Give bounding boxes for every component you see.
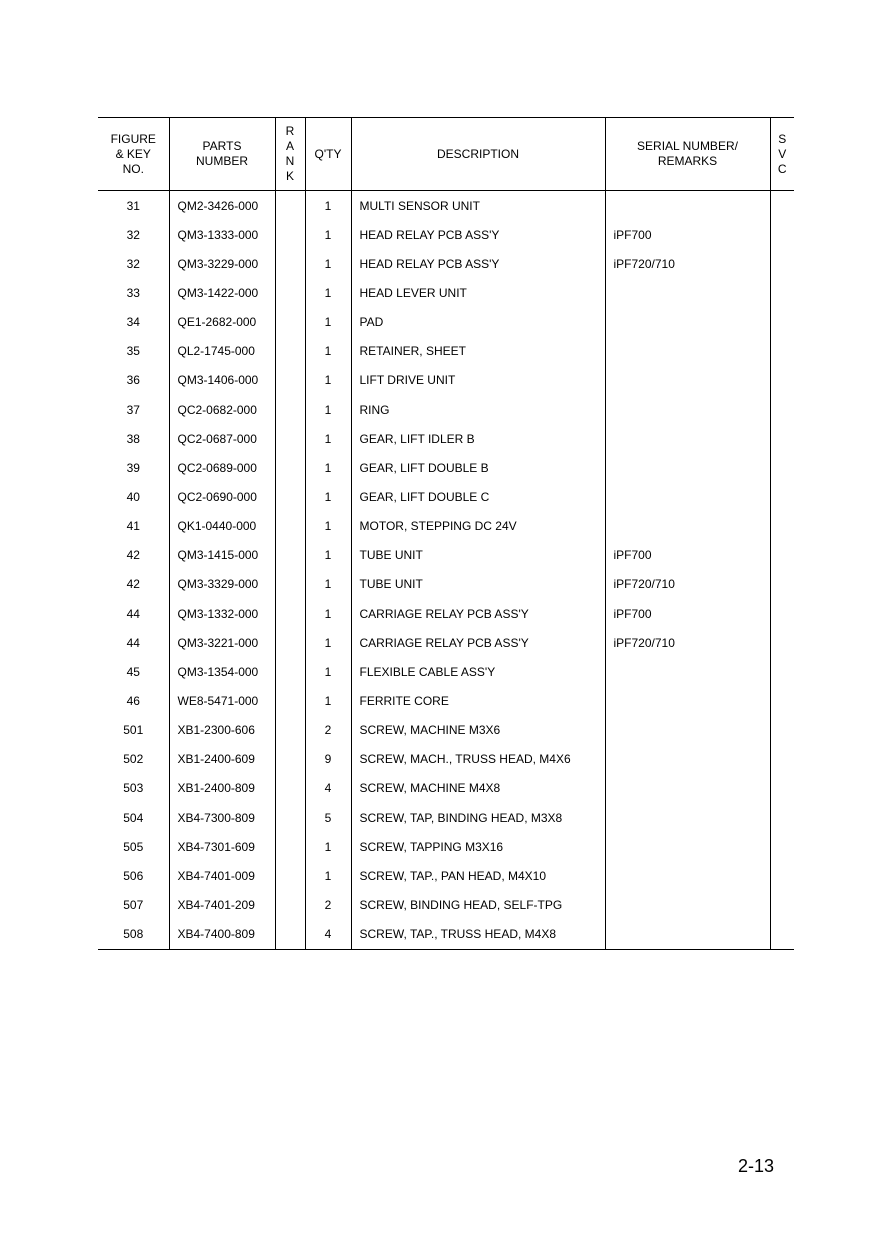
quantity-cell: 1 xyxy=(305,832,351,861)
serial-remarks-cell xyxy=(605,832,770,861)
description-cell: LIFT DRIVE UNIT xyxy=(351,366,605,395)
part-number-cell: QC2-0687-000 xyxy=(169,424,275,453)
serial-remarks-cell xyxy=(605,512,770,541)
figure-key-no-cell: 31 xyxy=(126,198,140,213)
svc-cell xyxy=(770,453,794,482)
quantity-cell: 2 xyxy=(305,890,351,919)
description-cell: RING xyxy=(351,395,605,424)
table-row xyxy=(98,395,794,424)
svc-cell xyxy=(770,774,794,803)
parts-table xyxy=(98,117,794,950)
description-cell: FLEXIBLE CABLE ASS'Y xyxy=(351,657,605,686)
figure-key-no-cell: 45 xyxy=(126,664,140,679)
header-rank-letter: K xyxy=(285,169,294,183)
quantity-cell: 5 xyxy=(305,803,351,832)
figure-key-no-cell: 34 xyxy=(126,315,140,330)
header-svc-letter: S xyxy=(778,131,787,146)
figure-key-no-cell: 504 xyxy=(123,810,144,825)
description-cell: GEAR, LIFT IDLER B xyxy=(351,424,605,453)
table-row xyxy=(98,599,794,628)
serial-remarks-cell: iPF720/710 xyxy=(605,570,770,599)
rank-cell xyxy=(275,249,305,278)
description-cell: HEAD LEVER UNIT xyxy=(351,278,605,307)
figure-key-no-cell: 508 xyxy=(98,920,169,950)
quantity-cell: 1 xyxy=(305,482,351,511)
quantity-cell: 1 xyxy=(305,395,351,424)
quantity-cell: 1 xyxy=(305,249,351,278)
serial-remarks-cell xyxy=(605,366,770,395)
serial-remarks-cell xyxy=(605,191,770,221)
serial-remarks-cell xyxy=(605,308,770,337)
quantity-cell: 1 xyxy=(305,337,351,366)
svc-cell xyxy=(770,424,794,453)
part-number-cell: QM3-1332-000 xyxy=(169,599,275,628)
figure-key-no-cell: 41 xyxy=(126,519,140,534)
rank-cell xyxy=(275,657,305,686)
svc-cell xyxy=(770,278,794,307)
part-number-cell: XB4-7401-209 xyxy=(169,890,275,919)
quantity-cell: 1 xyxy=(305,220,351,249)
table-row xyxy=(98,541,794,570)
rank-cell xyxy=(275,599,305,628)
part-number-cell: XB4-7301-609 xyxy=(169,832,275,861)
description-cell: MULTI SENSOR UNIT xyxy=(351,191,605,221)
rank-cell xyxy=(275,920,305,950)
table-row xyxy=(98,745,794,774)
figure-key-no-cell: 506 xyxy=(123,868,144,883)
rank-cell xyxy=(275,337,305,366)
quantity-cell: 1 xyxy=(305,686,351,715)
quantity-cell: 1 xyxy=(305,599,351,628)
quantity-cell: 1 xyxy=(305,453,351,482)
rank-cell xyxy=(275,278,305,307)
svc-cell xyxy=(770,890,794,919)
header-svc-letter: V xyxy=(778,146,787,161)
figure-key-no-cell: 40 xyxy=(126,489,140,504)
svc-cell xyxy=(770,570,794,599)
svc-cell xyxy=(770,366,794,395)
serial-remarks-cell xyxy=(605,337,770,366)
rank-cell xyxy=(275,686,305,715)
figure-key-no-cell: 44 xyxy=(126,606,140,621)
quantity-cell: 1 xyxy=(305,657,351,686)
header-svc xyxy=(770,118,794,191)
figure-key-no-cell: 44 xyxy=(126,635,140,650)
table-row xyxy=(98,249,794,278)
svc-cell xyxy=(770,745,794,774)
serial-remarks-cell xyxy=(605,657,770,686)
header-parts-line: PARTS xyxy=(202,139,242,153)
header-figure-key-no xyxy=(98,118,169,191)
part-number-cell: QL2-1745-000 xyxy=(169,337,275,366)
rank-cell xyxy=(275,716,305,745)
part-number-cell: QC2-0682-000 xyxy=(169,395,275,424)
part-number-cell: XB1-2300-606 xyxy=(169,716,275,745)
serial-remarks-cell: iPF720/710 xyxy=(605,628,770,657)
rank-cell xyxy=(275,191,305,221)
serial-remarks-cell xyxy=(605,482,770,511)
figure-key-no-cell: 42 xyxy=(126,548,140,563)
quantity-cell: 1 xyxy=(305,541,351,570)
description-cell: SCREW, TAP., PAN HEAD, M4X10 xyxy=(351,861,605,890)
table-row xyxy=(98,890,794,919)
serial-remarks-cell: iPF720/710 xyxy=(605,249,770,278)
figure-key-no-cell: 32 xyxy=(126,227,140,242)
serial-remarks-cell: iPF700 xyxy=(605,599,770,628)
figure-key-no-cell: 502 xyxy=(123,752,144,767)
part-number-cell: QK1-0440-000 xyxy=(169,512,275,541)
quantity-cell: 1 xyxy=(305,628,351,657)
header-qty: Q'TY xyxy=(305,118,351,191)
svc-cell xyxy=(770,716,794,745)
serial-remarks-cell xyxy=(605,278,770,307)
serial-remarks-cell xyxy=(605,716,770,745)
header-rank-letter: A xyxy=(285,139,294,153)
rank-cell xyxy=(275,308,305,337)
table-row xyxy=(98,453,794,482)
table-header-row xyxy=(98,118,794,191)
serial-remarks-cell xyxy=(605,395,770,424)
serial-remarks-cell xyxy=(605,686,770,715)
quantity-cell: 1 xyxy=(305,278,351,307)
header-serial-remarks xyxy=(605,118,770,191)
table-row xyxy=(98,628,794,657)
header-figure-line: NO. xyxy=(122,161,144,176)
table-row xyxy=(98,512,794,541)
table-row xyxy=(98,686,794,715)
rank-cell xyxy=(275,803,305,832)
table-row xyxy=(98,774,794,803)
quantity-cell: 1 xyxy=(305,861,351,890)
serial-remarks-cell xyxy=(605,453,770,482)
table-row xyxy=(98,657,794,686)
svc-cell xyxy=(770,628,794,657)
table-row xyxy=(98,424,794,453)
table-row xyxy=(98,570,794,599)
rank-cell xyxy=(275,541,305,570)
figure-key-no-cell: 42 xyxy=(126,577,140,592)
header-svc-letter: C xyxy=(777,161,787,176)
rank-cell xyxy=(275,424,305,453)
svc-cell xyxy=(770,337,794,366)
svc-cell xyxy=(770,249,794,278)
svc-cell xyxy=(770,686,794,715)
header-serial-line: SERIAL NUMBER/ xyxy=(637,139,738,153)
part-number-cell: QM3-1422-000 xyxy=(169,278,275,307)
rank-cell xyxy=(275,774,305,803)
table-row xyxy=(98,278,794,307)
description-cell: SCREW, TAP., TRUSS HEAD, M4X8 xyxy=(351,920,605,950)
figure-key-no-cell: 501 xyxy=(123,723,144,738)
header-figure-line: & KEY xyxy=(115,146,151,161)
part-number-cell: XB4-7401-009 xyxy=(169,861,275,890)
part-number-cell: QC2-0690-000 xyxy=(169,482,275,511)
table-row xyxy=(98,832,794,861)
description-cell: GEAR, LIFT DOUBLE B xyxy=(351,453,605,482)
figure-key-no-cell: 33 xyxy=(126,285,140,300)
part-number-cell: QM3-3221-000 xyxy=(169,628,275,657)
part-number-cell: XB1-2400-609 xyxy=(169,745,275,774)
figure-key-no-cell: 46 xyxy=(126,693,140,708)
header-description: DESCRIPTION xyxy=(351,118,605,191)
table-row xyxy=(98,366,794,395)
rank-cell xyxy=(275,745,305,774)
figure-key-no-cell: 37 xyxy=(126,402,140,417)
figure-key-no-cell: 503 xyxy=(123,781,144,796)
description-cell: SCREW, MACH., TRUSS HEAD, M4X6 xyxy=(351,745,605,774)
figure-key-no-cell: 507 xyxy=(123,897,144,912)
figure-key-no-cell: 505 xyxy=(123,839,144,854)
table-row xyxy=(98,803,794,832)
figure-key-no-cell: 38 xyxy=(126,431,140,446)
quantity-cell: 1 xyxy=(305,308,351,337)
serial-remarks-cell: iPF700 xyxy=(605,541,770,570)
description-cell: RETAINER, SHEET xyxy=(351,337,605,366)
description-cell: SCREW, TAP, BINDING HEAD, M3X8 xyxy=(351,803,605,832)
description-cell: CARRIAGE RELAY PCB ASS'Y xyxy=(351,599,605,628)
svc-cell xyxy=(770,395,794,424)
quantity-cell: 9 xyxy=(305,745,351,774)
table-row xyxy=(98,337,794,366)
description-cell: SCREW, TAPPING M3X16 xyxy=(351,832,605,861)
table-row xyxy=(98,220,794,249)
serial-remarks-cell: iPF700 xyxy=(605,220,770,249)
part-number-cell: QE1-2682-000 xyxy=(169,308,275,337)
quantity-cell: 4 xyxy=(305,920,351,950)
serial-remarks-cell xyxy=(605,803,770,832)
quantity-cell: 1 xyxy=(305,191,351,221)
description-cell: TUBE UNIT xyxy=(351,570,605,599)
serial-remarks-cell xyxy=(605,920,770,950)
figure-key-no-cell: 35 xyxy=(126,344,140,359)
table-row xyxy=(98,191,794,221)
rank-cell xyxy=(275,890,305,919)
quantity-cell: 1 xyxy=(305,424,351,453)
description-cell: HEAD RELAY PCB ASS'Y xyxy=(351,220,605,249)
description-cell: TUBE UNIT xyxy=(351,541,605,570)
figure-key-no-cell: 32 xyxy=(126,256,140,271)
rank-cell xyxy=(275,366,305,395)
header-rank-letter: N xyxy=(285,154,295,168)
table-row xyxy=(98,861,794,890)
svc-cell xyxy=(770,803,794,832)
description-cell: HEAD RELAY PCB ASS'Y xyxy=(351,249,605,278)
part-number-cell: QM3-1333-000 xyxy=(169,220,275,249)
header-parts-number xyxy=(169,118,275,191)
table-row xyxy=(98,716,794,745)
quantity-cell: 1 xyxy=(305,512,351,541)
part-number-cell: XB1-2400-809 xyxy=(169,774,275,803)
part-number-cell: QM3-3229-000 xyxy=(169,249,275,278)
figure-key-no-cell: 39 xyxy=(126,460,140,475)
description-cell: MOTOR, STEPPING DC 24V xyxy=(351,512,605,541)
figure-key-no-cell: 36 xyxy=(126,373,140,388)
part-number-cell: QM2-3426-000 xyxy=(169,191,275,221)
rank-cell xyxy=(275,628,305,657)
svc-cell xyxy=(770,191,794,221)
part-number-cell: WE8-5471-000 xyxy=(169,686,275,715)
serial-remarks-cell xyxy=(605,745,770,774)
rank-cell xyxy=(275,512,305,541)
rank-cell xyxy=(275,220,305,249)
rank-cell xyxy=(275,832,305,861)
description-cell: SCREW, MACHINE M4X8 xyxy=(351,774,605,803)
rank-cell xyxy=(275,395,305,424)
part-number-cell: XB4-7300-809 xyxy=(169,803,275,832)
svc-cell xyxy=(770,832,794,861)
svc-cell xyxy=(770,220,794,249)
header-serial-line: REMARKS xyxy=(657,154,718,168)
page-number: 2-13 xyxy=(738,1156,775,1176)
rank-cell xyxy=(275,570,305,599)
part-number-cell: QC2-0689-000 xyxy=(169,453,275,482)
header-parts-line: NUMBER xyxy=(195,154,248,168)
serial-remarks-cell xyxy=(605,890,770,919)
description-cell: SCREW, BINDING HEAD, SELF-TPG xyxy=(351,890,605,919)
part-number-cell: QM3-3329-000 xyxy=(169,570,275,599)
description-cell: PAD xyxy=(351,308,605,337)
header-figure-line: FIGURE xyxy=(110,131,156,146)
svc-cell xyxy=(770,541,794,570)
svc-cell xyxy=(770,861,794,890)
part-number-cell: QM3-1354-000 xyxy=(169,657,275,686)
description-cell: CARRIAGE RELAY PCB ASS'Y xyxy=(351,628,605,657)
svc-cell xyxy=(770,599,794,628)
serial-remarks-cell xyxy=(605,861,770,890)
header-rank xyxy=(275,118,305,191)
svc-cell xyxy=(770,512,794,541)
quantity-cell: 1 xyxy=(305,366,351,395)
description-cell: SCREW, MACHINE M3X6 xyxy=(351,716,605,745)
table-row xyxy=(98,920,794,950)
rank-cell xyxy=(275,453,305,482)
svc-cell xyxy=(770,482,794,511)
description-cell: GEAR, LIFT DOUBLE C xyxy=(351,482,605,511)
svc-cell xyxy=(770,657,794,686)
svc-cell xyxy=(770,308,794,337)
description-cell: FERRITE CORE xyxy=(351,686,605,715)
header-rank-letter: R xyxy=(285,124,295,138)
rank-cell xyxy=(275,482,305,511)
quantity-cell: 2 xyxy=(305,716,351,745)
quantity-cell: 4 xyxy=(305,774,351,803)
part-number-cell: QM3-1406-000 xyxy=(169,366,275,395)
table-row xyxy=(98,482,794,511)
rank-cell xyxy=(275,861,305,890)
part-number-cell: XB4-7400-809 xyxy=(169,920,275,950)
table-row xyxy=(98,308,794,337)
svc-cell xyxy=(770,920,794,950)
part-number-cell: QM3-1415-000 xyxy=(169,541,275,570)
table-body xyxy=(98,191,794,950)
serial-remarks-cell xyxy=(605,774,770,803)
serial-remarks-cell xyxy=(605,424,770,453)
quantity-cell: 1 xyxy=(305,570,351,599)
